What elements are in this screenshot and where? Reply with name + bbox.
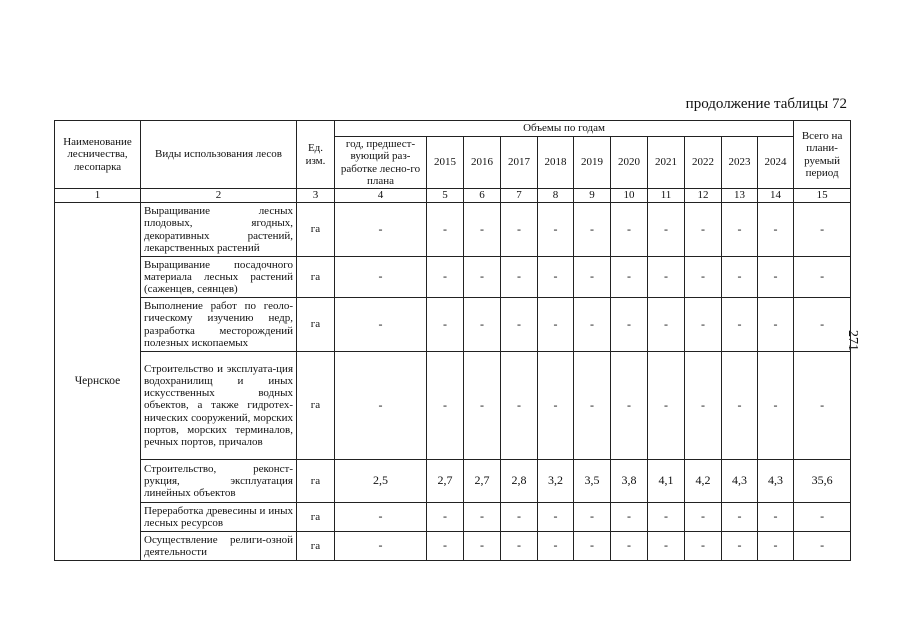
year-value: - <box>464 352 501 460</box>
year-value: - <box>574 352 611 460</box>
year-value: - <box>685 532 722 561</box>
year-value: - <box>758 298 794 352</box>
year-value: - <box>538 257 574 298</box>
header-year: 2018 <box>538 137 574 189</box>
unit-cell: га <box>297 503 335 532</box>
unit-cell: га <box>297 298 335 352</box>
prior-year-value: 2,5 <box>335 460 427 503</box>
header-total: Всего на плани-руемый период <box>794 121 851 189</box>
column-number: 8 <box>538 189 574 203</box>
header-use-types: Виды использования лесов <box>141 121 297 189</box>
year-value: - <box>685 352 722 460</box>
use-type-cell: Выполнение работ по геоло-гическому изучению недр, разработка месторождений полезных ископаемых <box>141 298 297 352</box>
column-number: 15 <box>794 189 851 203</box>
year-value: - <box>538 532 574 561</box>
unit-cell: га <box>297 532 335 561</box>
year-value: - <box>611 298 648 352</box>
year-value: - <box>685 203 722 257</box>
use-type-cell: Строительство и эксплуата-ция водохранилищ и иных искусственных водных объектов, а также гидротех-нических сооружений, морских портов, морских терминалов, речных портов, причалов <box>141 352 297 460</box>
prior-year-value: - <box>335 298 427 352</box>
year-value: 3,8 <box>611 460 648 503</box>
use-type-cell: Переработка древесины и иных лесных ресурсов <box>141 503 297 532</box>
total-value: - <box>794 532 851 561</box>
year-value: 4,1 <box>648 460 685 503</box>
year-value: - <box>427 503 464 532</box>
year-value: - <box>574 203 611 257</box>
prior-year-value: - <box>335 503 427 532</box>
year-value: - <box>427 352 464 460</box>
table-row <box>55 298 851 352</box>
unit-cell: га <box>297 460 335 503</box>
year-value: - <box>758 352 794 460</box>
use-type-cell: Выращивание лесных плодовых, ягодных, декоративных растений, лекарственных растений <box>141 203 297 257</box>
year-value: - <box>611 203 648 257</box>
year-value: - <box>648 503 685 532</box>
year-value: - <box>611 503 648 532</box>
year-value: - <box>758 532 794 561</box>
year-value: 2,7 <box>464 460 501 503</box>
header-row-1 <box>55 121 851 137</box>
table-row <box>55 257 851 298</box>
year-value: - <box>501 298 538 352</box>
column-number: 9 <box>574 189 611 203</box>
column-number: 4 <box>335 189 427 203</box>
column-number: 6 <box>464 189 501 203</box>
year-value: - <box>538 203 574 257</box>
year-value: - <box>648 257 685 298</box>
year-value: - <box>538 352 574 460</box>
total-value: - <box>794 503 851 532</box>
year-value: - <box>538 503 574 532</box>
year-value: - <box>464 257 501 298</box>
header-year: 2016 <box>464 137 501 189</box>
use-type-cell: Выращивание посадочного материала лесных растений (саженцев, сеянцев) <box>141 257 297 298</box>
year-value: 2,8 <box>501 460 538 503</box>
header-unit: Ед. изм. <box>297 121 335 189</box>
column-number: 3 <box>297 189 335 203</box>
column-number-row <box>55 189 851 203</box>
header-year: 2021 <box>648 137 685 189</box>
year-value: - <box>722 352 758 460</box>
column-number: 7 <box>501 189 538 203</box>
year-value: - <box>611 257 648 298</box>
forest-use-table <box>54 120 851 561</box>
header-year: 2020 <box>611 137 648 189</box>
header-year: 2015 <box>427 137 464 189</box>
year-value: - <box>574 298 611 352</box>
unit-cell: га <box>297 352 335 460</box>
year-value: - <box>758 503 794 532</box>
prior-year-value: - <box>335 532 427 561</box>
header-year: 2017 <box>501 137 538 189</box>
year-value: - <box>427 532 464 561</box>
year-value: - <box>538 298 574 352</box>
year-value: - <box>722 298 758 352</box>
column-number: 5 <box>427 189 464 203</box>
year-value: 2,7 <box>427 460 464 503</box>
year-value: - <box>501 532 538 561</box>
prior-year-value: - <box>335 352 427 460</box>
year-value: - <box>758 257 794 298</box>
year-value: 4,2 <box>685 460 722 503</box>
year-value: - <box>611 352 648 460</box>
year-value: - <box>427 203 464 257</box>
year-value: - <box>501 503 538 532</box>
year-value: - <box>685 503 722 532</box>
year-value: - <box>758 203 794 257</box>
column-number: 2 <box>141 189 297 203</box>
prior-year-value: - <box>335 203 427 257</box>
use-type-cell: Осуществление религи-озной деятельности <box>141 532 297 561</box>
year-value: - <box>574 532 611 561</box>
year-value: - <box>427 257 464 298</box>
page-number: 271 <box>845 330 860 351</box>
year-value: - <box>464 298 501 352</box>
header-forestry-name: Наименование лесничества, лесопарка <box>55 121 141 189</box>
year-value: - <box>574 257 611 298</box>
unit-cell: га <box>297 257 335 298</box>
table-row <box>55 503 851 532</box>
table-row <box>55 460 851 503</box>
year-value: - <box>648 352 685 460</box>
total-value: - <box>794 203 851 257</box>
table-row <box>55 352 851 460</box>
year-value: - <box>427 298 464 352</box>
column-number: 12 <box>685 189 722 203</box>
year-value: - <box>648 203 685 257</box>
year-value: - <box>501 352 538 460</box>
year-value: 3,2 <box>538 460 574 503</box>
header-year: 2019 <box>574 137 611 189</box>
header-year: 2023 <box>722 137 758 189</box>
year-value: - <box>611 532 648 561</box>
column-number: 1 <box>55 189 141 203</box>
year-value: - <box>722 532 758 561</box>
year-value: - <box>648 298 685 352</box>
year-value: - <box>574 503 611 532</box>
column-number: 14 <box>758 189 794 203</box>
total-value: - <box>794 257 851 298</box>
header-prior-year: год, предшест-вующий раз-работке лесно-го плана <box>335 137 427 189</box>
year-value: - <box>722 257 758 298</box>
year-value: 4,3 <box>722 460 758 503</box>
use-type-cell: Строительство, реконст-рукция, эксплуатация линейных объектов <box>141 460 297 503</box>
total-value: 35,6 <box>794 460 851 503</box>
year-value: - <box>722 203 758 257</box>
year-value: 4,3 <box>758 460 794 503</box>
year-value: - <box>722 503 758 532</box>
year-value: - <box>648 532 685 561</box>
column-number: 11 <box>648 189 685 203</box>
total-value: - <box>794 298 851 352</box>
prior-year-value: - <box>335 257 427 298</box>
header-year: 2022 <box>685 137 722 189</box>
column-number: 10 <box>611 189 648 203</box>
year-value: - <box>464 203 501 257</box>
year-value: - <box>685 257 722 298</box>
table-continuation-label: продолжение таблицы 72 <box>685 96 847 112</box>
table-row <box>55 532 851 561</box>
total-value: - <box>794 352 851 460</box>
header-year: 2024 <box>758 137 794 189</box>
column-number: 13 <box>722 189 758 203</box>
forestry-name-cell: Чернское <box>55 203 141 561</box>
header-volumes-group: Объемы по годам <box>335 121 794 137</box>
year-value: 3,5 <box>574 460 611 503</box>
table-row <box>55 203 851 257</box>
year-value: - <box>464 532 501 561</box>
year-value: - <box>501 257 538 298</box>
unit-cell: га <box>297 203 335 257</box>
year-value: - <box>685 298 722 352</box>
year-value: - <box>501 203 538 257</box>
year-value: - <box>464 503 501 532</box>
